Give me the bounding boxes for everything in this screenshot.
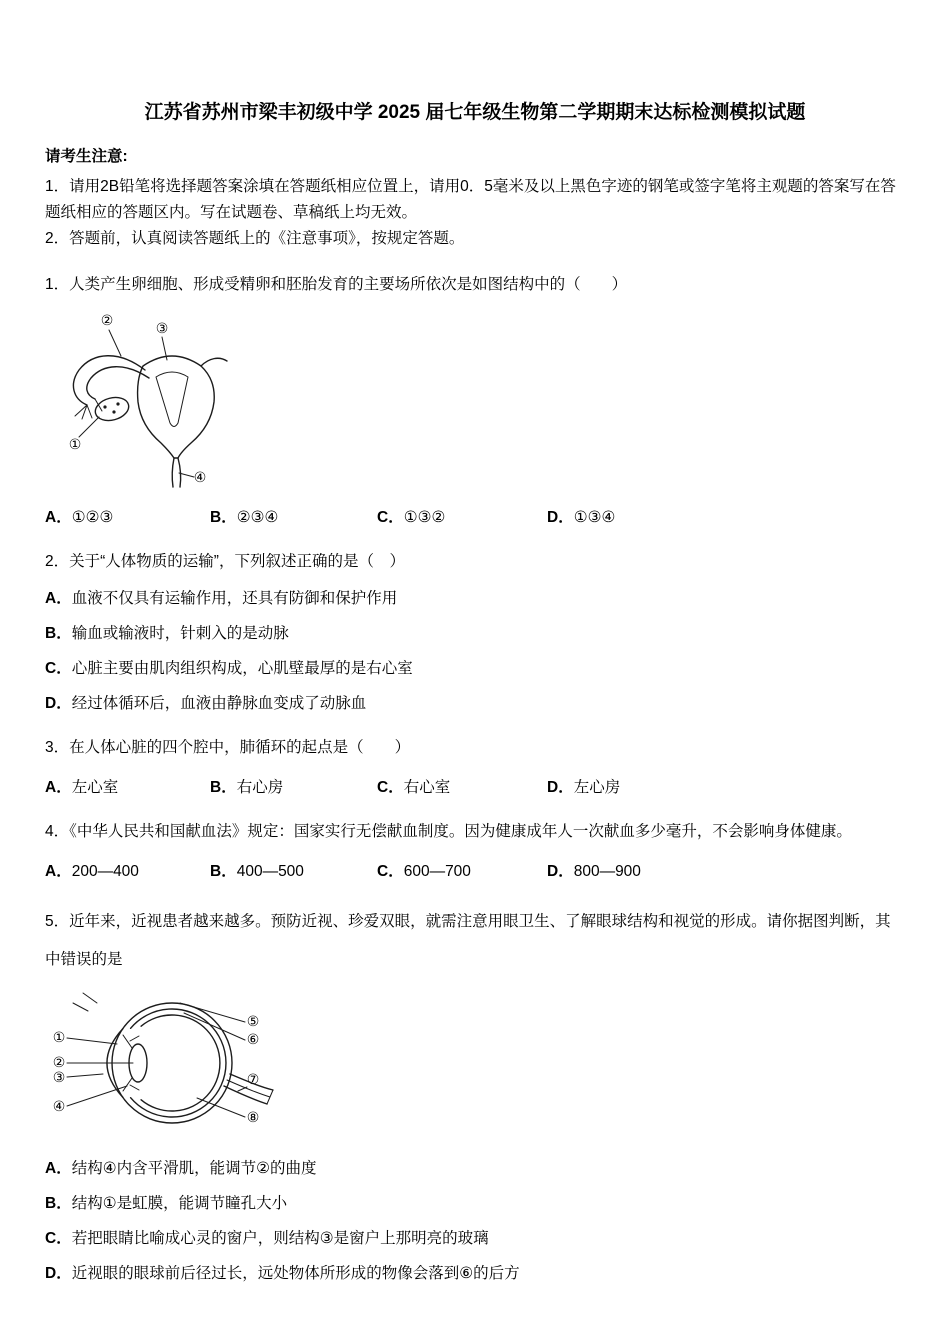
- question-1: [45, 272, 905, 529]
- option-q3-b: [210, 777, 377, 799]
- option-q4-a: [45, 861, 210, 883]
- option-text: 结构①是虹膜，能调节瞳孔大小: [71, 1195, 288, 1212]
- option-label: B．: [210, 863, 237, 880]
- diagram1-label-2: ②: [100, 312, 114, 328]
- diagram1-label-4: ④: [193, 469, 207, 485]
- option-q3-a: [45, 777, 210, 799]
- diagram2-label-2: ②: [52, 1054, 66, 1070]
- option-label: C．: [377, 509, 404, 526]
- option-q4-c: [377, 861, 547, 883]
- right-tube-stub: [201, 358, 227, 366]
- option-q5-d: [45, 1263, 905, 1285]
- diagram2-label-6: ⑥: [246, 1031, 260, 1047]
- leader-lines: [79, 330, 194, 477]
- question-1-options: [45, 507, 905, 529]
- option-text: 心脏主要由肌肉组织构成，心肌壁最厚的是右心室: [71, 660, 413, 677]
- question-4-text: 4．《中华人民共和国献血法》规定：国家实行无偿献血制度。因为健康成年人一次献血多少毫升，不会影响身体健康。: [45, 823, 852, 840]
- option-label: D．: [547, 779, 574, 796]
- option-q1-a: [45, 507, 210, 529]
- option-q5-c: [45, 1228, 905, 1250]
- notice-header: 请考生注意:: [45, 148, 128, 165]
- option-q5-a: [45, 1158, 905, 1180]
- option-label: C．: [377, 863, 404, 880]
- option-q1-b: [210, 507, 377, 529]
- option-q2-b: [45, 623, 905, 645]
- option-q1-c: [377, 507, 547, 529]
- option-q4-b: [210, 861, 377, 883]
- option-text: 经过体循环后，血液由静脉血变成了动脉血: [71, 695, 367, 712]
- question-4: [45, 819, 905, 883]
- vagina-canal: [178, 458, 181, 487]
- vagina-canal: [172, 458, 174, 487]
- page-title: 江苏省苏州市梁丰初级中学 2025 届七年级生物第二学期期末达标检测模拟试题: [144, 102, 806, 123]
- eyeball-retina: [141, 1015, 220, 1111]
- ovary-follicles: [103, 402, 119, 413]
- question-1-text: 1．人类产生卵细胞、形成受精卵和胚胎发育的主要场所依次是如图结构中的（ ）: [45, 276, 628, 293]
- uterus-outline: [138, 356, 215, 458]
- reproductive-system-svg: [57, 306, 267, 491]
- option-text: 800—900: [573, 863, 641, 880]
- option-text: 结构④内含平滑肌，能调节②的曲度: [71, 1160, 317, 1177]
- option-label: A．: [45, 779, 72, 796]
- option-text: 左心室: [71, 779, 119, 796]
- option-label: A．: [45, 1160, 72, 1177]
- diagram2-label-1: ①: [52, 1029, 66, 1045]
- eye-structure-svg: [47, 985, 287, 1145]
- fallopian-tube: [73, 356, 145, 405]
- option-text: 近视眼的眼球前后径过长，远处物体所形成的物像会落到⑥的后方: [71, 1265, 520, 1282]
- diagram2-label-3: ③: [52, 1069, 66, 1085]
- option-label: A．: [45, 590, 72, 607]
- option-q1-d: [547, 507, 905, 529]
- option-text: ①②③: [71, 509, 114, 526]
- option-label: D．: [547, 863, 574, 880]
- option-text: ①③②: [403, 509, 446, 526]
- diagram2-label-8: ⑧: [246, 1109, 260, 1125]
- ovary: [93, 394, 132, 424]
- option-text: 600—700: [403, 863, 471, 880]
- option-text: 200—400: [71, 863, 139, 880]
- question-3-options: [45, 777, 905, 799]
- option-text: 若把眼睛比喻成心灵的窗户，则结构③是窗户上那明亮的玻璃: [71, 1230, 489, 1247]
- option-label: B．: [45, 1195, 72, 1212]
- reproductive-system-diagram: [57, 306, 905, 491]
- question-5: [45, 903, 905, 1285]
- option-text: 右心房: [236, 779, 284, 796]
- option-label: C．: [45, 660, 72, 677]
- option-text: 400—500: [236, 863, 304, 880]
- question-2: [45, 549, 905, 715]
- option-label: A．: [45, 863, 72, 880]
- diagram1-label-1: ①: [68, 436, 82, 452]
- option-text: 右心室: [403, 779, 451, 796]
- option-label: A．: [45, 509, 72, 526]
- option-label: D．: [547, 509, 574, 526]
- lash-strokes: [73, 993, 97, 1011]
- option-q5-b: [45, 1193, 905, 1215]
- diagram1-label-3: ③: [155, 320, 169, 336]
- fimbriae: [75, 399, 102, 419]
- option-text: ①③④: [573, 509, 616, 526]
- option-q2-a: [45, 588, 905, 610]
- option-label: B．: [210, 779, 237, 796]
- eye-structure-diagram: [47, 985, 905, 1145]
- question-5-text: 5．近年来，近视患者越来越多。预防近视、珍爱双眼，就需注意用眼卫生、了解眼球结构和视觉的形成。请你据图判断，其中错误的是: [45, 913, 891, 968]
- option-q3-d: [547, 777, 905, 799]
- notice-section: [45, 146, 905, 252]
- notice-item-1: 1．请用2B铅笔将选择题答案涂填在答题纸相应位置上，请用0．5毫米及以上黑色字迹的钢笔或签字笔将主观题的答案写在答题纸相应的答题区内。写在试题卷、草稿纸上均无效。: [45, 178, 896, 221]
- option-label: B．: [45, 625, 72, 642]
- option-label: D．: [45, 695, 72, 712]
- option-text: 输血或输液时，针刺入的是动脉: [71, 625, 289, 642]
- uterus-cavity: [156, 372, 188, 427]
- question-2-text: 2．关于“人体物质的运输”，下列叙述正确的是（ ）: [45, 553, 405, 570]
- option-label: D．: [45, 1265, 72, 1282]
- option-text: 血液不仅具有运输作用，还具有防御和保护作用: [71, 590, 398, 607]
- optic-nerve: [224, 1086, 267, 1104]
- notice-item-2: 2．答题前，认真阅读答题纸上的《注意事项》，按规定答题。: [45, 230, 465, 247]
- option-q2-d: [45, 693, 905, 715]
- option-q3-c: [377, 777, 547, 799]
- option-q4-d: [547, 861, 905, 883]
- diagram2-label-7: ⑦: [246, 1071, 260, 1087]
- option-text: 左心房: [573, 779, 621, 796]
- option-label: C．: [377, 779, 404, 796]
- question-3: [45, 735, 905, 799]
- fallopian-tube: [87, 367, 149, 399]
- question-4-options: [45, 861, 905, 883]
- option-label: C．: [45, 1230, 72, 1247]
- option-text: ②③④: [236, 509, 279, 526]
- diagram2-label-4: ④: [52, 1098, 66, 1114]
- question-3-text: 3．在人体心脏的四个腔中，肺循环的起点是（ ）: [45, 739, 411, 756]
- option-label: B．: [210, 509, 237, 526]
- diagram2-label-5: ⑤: [246, 1013, 260, 1029]
- option-q2-c: [45, 658, 905, 680]
